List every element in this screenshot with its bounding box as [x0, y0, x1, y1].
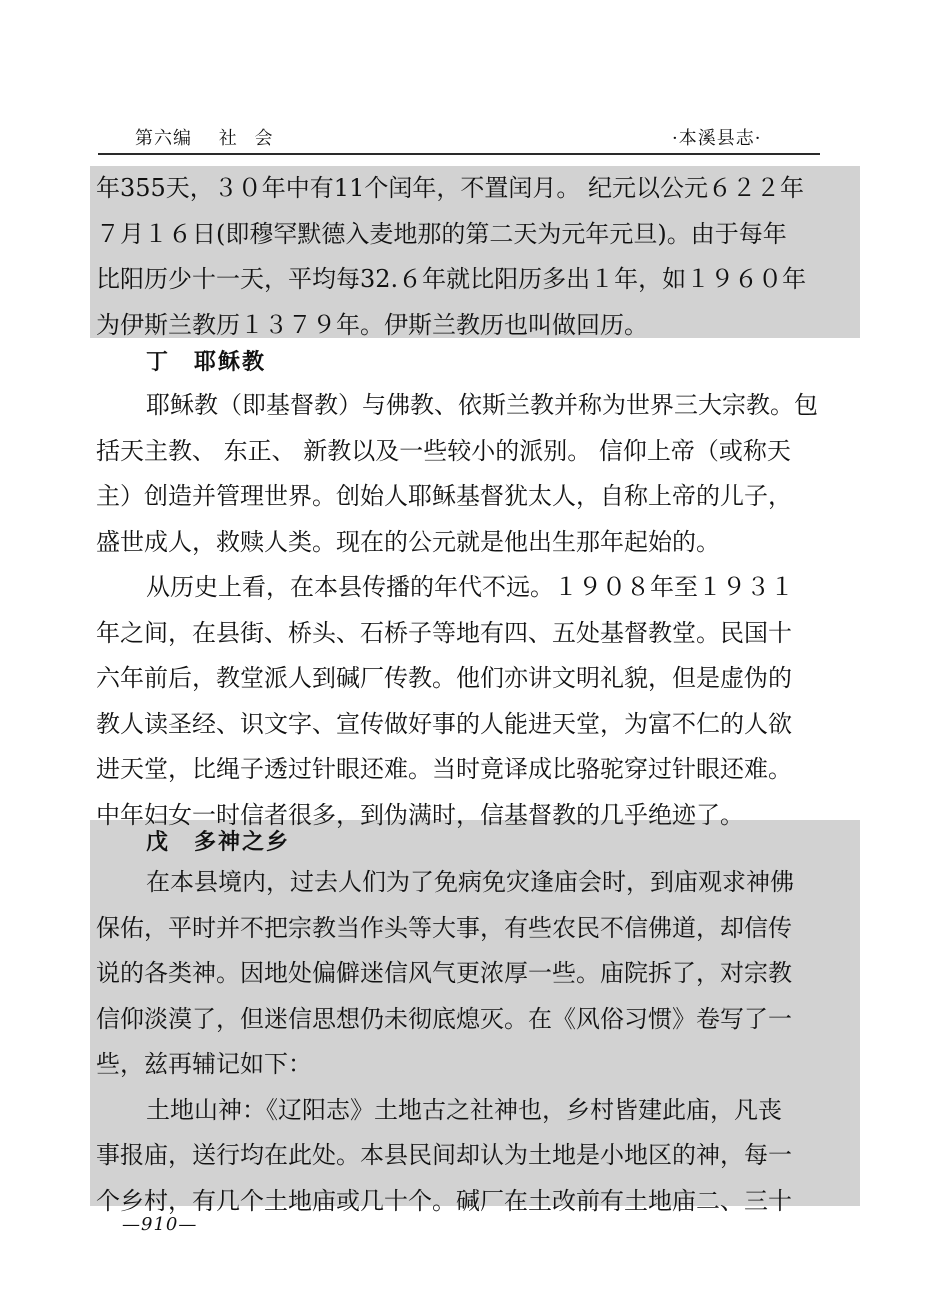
section-char-a: 社: [218, 128, 238, 149]
text-line: 保佑，平时并不把宗教当作头等大事，有些农民不信佛道，却信传: [96, 913, 792, 942]
text-line: 在本县境内，过去人们为了免病免灾逢庙会时，到庙观求神佛: [146, 868, 794, 896]
text-line: 中年妇女一时信者很多，到伪满时，信基督教的几乎绝迹了。: [96, 800, 744, 829]
text-line: 比阳历少十一天，平均每32.６年就比阳历多出１年，如１９６０年: [96, 265, 807, 293]
text-line: 教人读圣经、识文字、宣传做好事的人能进天堂，为富不仁的人欲: [96, 709, 792, 738]
text-line: 进天堂，比绳子透过针眼还难。当时竟译成比骆驼穿过针眼还难。: [96, 755, 792, 783]
section-body-many-gods: [96, 860, 826, 1224]
text-line: 主）创造并管理世界。创始人耶稣基督犹太人，自称上帝的儿子，: [96, 482, 792, 510]
paragraph-islamic-calendar: [96, 166, 826, 348]
section-char-b: 会: [254, 128, 274, 149]
section-body-christianity: [96, 383, 826, 838]
text-line: 些，兹再辅记如下：: [96, 1050, 312, 1078]
text-line: 事报庙，送行均在此处。本县民间却认为土地是小地区的神，每一: [96, 1141, 792, 1169]
text-line: 个乡村，有几个土地庙或几十个。碱厂在土改前有土地庙二、三十: [96, 1186, 792, 1215]
text-line: 六年前后，教堂派人到碱厂传教。他们亦讲文明礼貌，但是虚伪的: [96, 664, 792, 692]
section-title: 耶稣教: [194, 349, 267, 375]
section-heading-many-gods: [146, 825, 290, 856]
text-line: 盛世成人，救赎人类。现在的公元就是他出生那年起始的。: [96, 527, 720, 556]
text-line: 括天主教、 东正、 新教以及一些较小的派别。 信仰上帝（或称天: [96, 436, 791, 465]
text-line: 年之间，在县街、桥头、石桥子等地有四、五处基督教堂。民国十: [96, 618, 792, 647]
header-rule: [98, 153, 820, 155]
text-line: 信仰淡漠了，但迷信思想仍未彻底熄灭。在《风俗习惯》卷写了一: [96, 1004, 792, 1033]
text-line: 为伊斯兰教历１３７９年。伊斯兰教历也叫做回历。: [96, 310, 648, 339]
section-index: 丁: [146, 349, 171, 375]
text-line: ７月１６日(即穆罕默德入麦地那的第二天为元年元旦)。由于每年: [96, 219, 787, 248]
page-number: —910—: [122, 1214, 198, 1235]
part-label: 第六编: [135, 128, 192, 149]
text-line: 耶稣教（即基督教）与佛教、依斯兰教并称为世界三大宗教。包: [146, 391, 818, 419]
section-heading-christianity: [146, 345, 266, 376]
text-line: 年355天，３０年中有11个闰年，不置闰月。 纪元以公元６２２年: [96, 174, 804, 202]
section-index: 戊: [146, 829, 171, 855]
running-head-book-title: ·本溪县志·: [672, 128, 762, 149]
section-title: 多神之乡: [194, 829, 291, 855]
running-head-section: [135, 124, 273, 150]
text-line: 从历史上看，在本县传播的年代不远。１９０８年至１９３１: [146, 573, 794, 601]
text-line: 土地山神：《辽阳志》土地古之社神也，乡村皆建此庙，凡丧: [146, 1095, 782, 1124]
text-line: 说的各类神。因地处偏僻迷信风气更浓厚一些。庙院拆了，对宗教: [96, 959, 792, 987]
